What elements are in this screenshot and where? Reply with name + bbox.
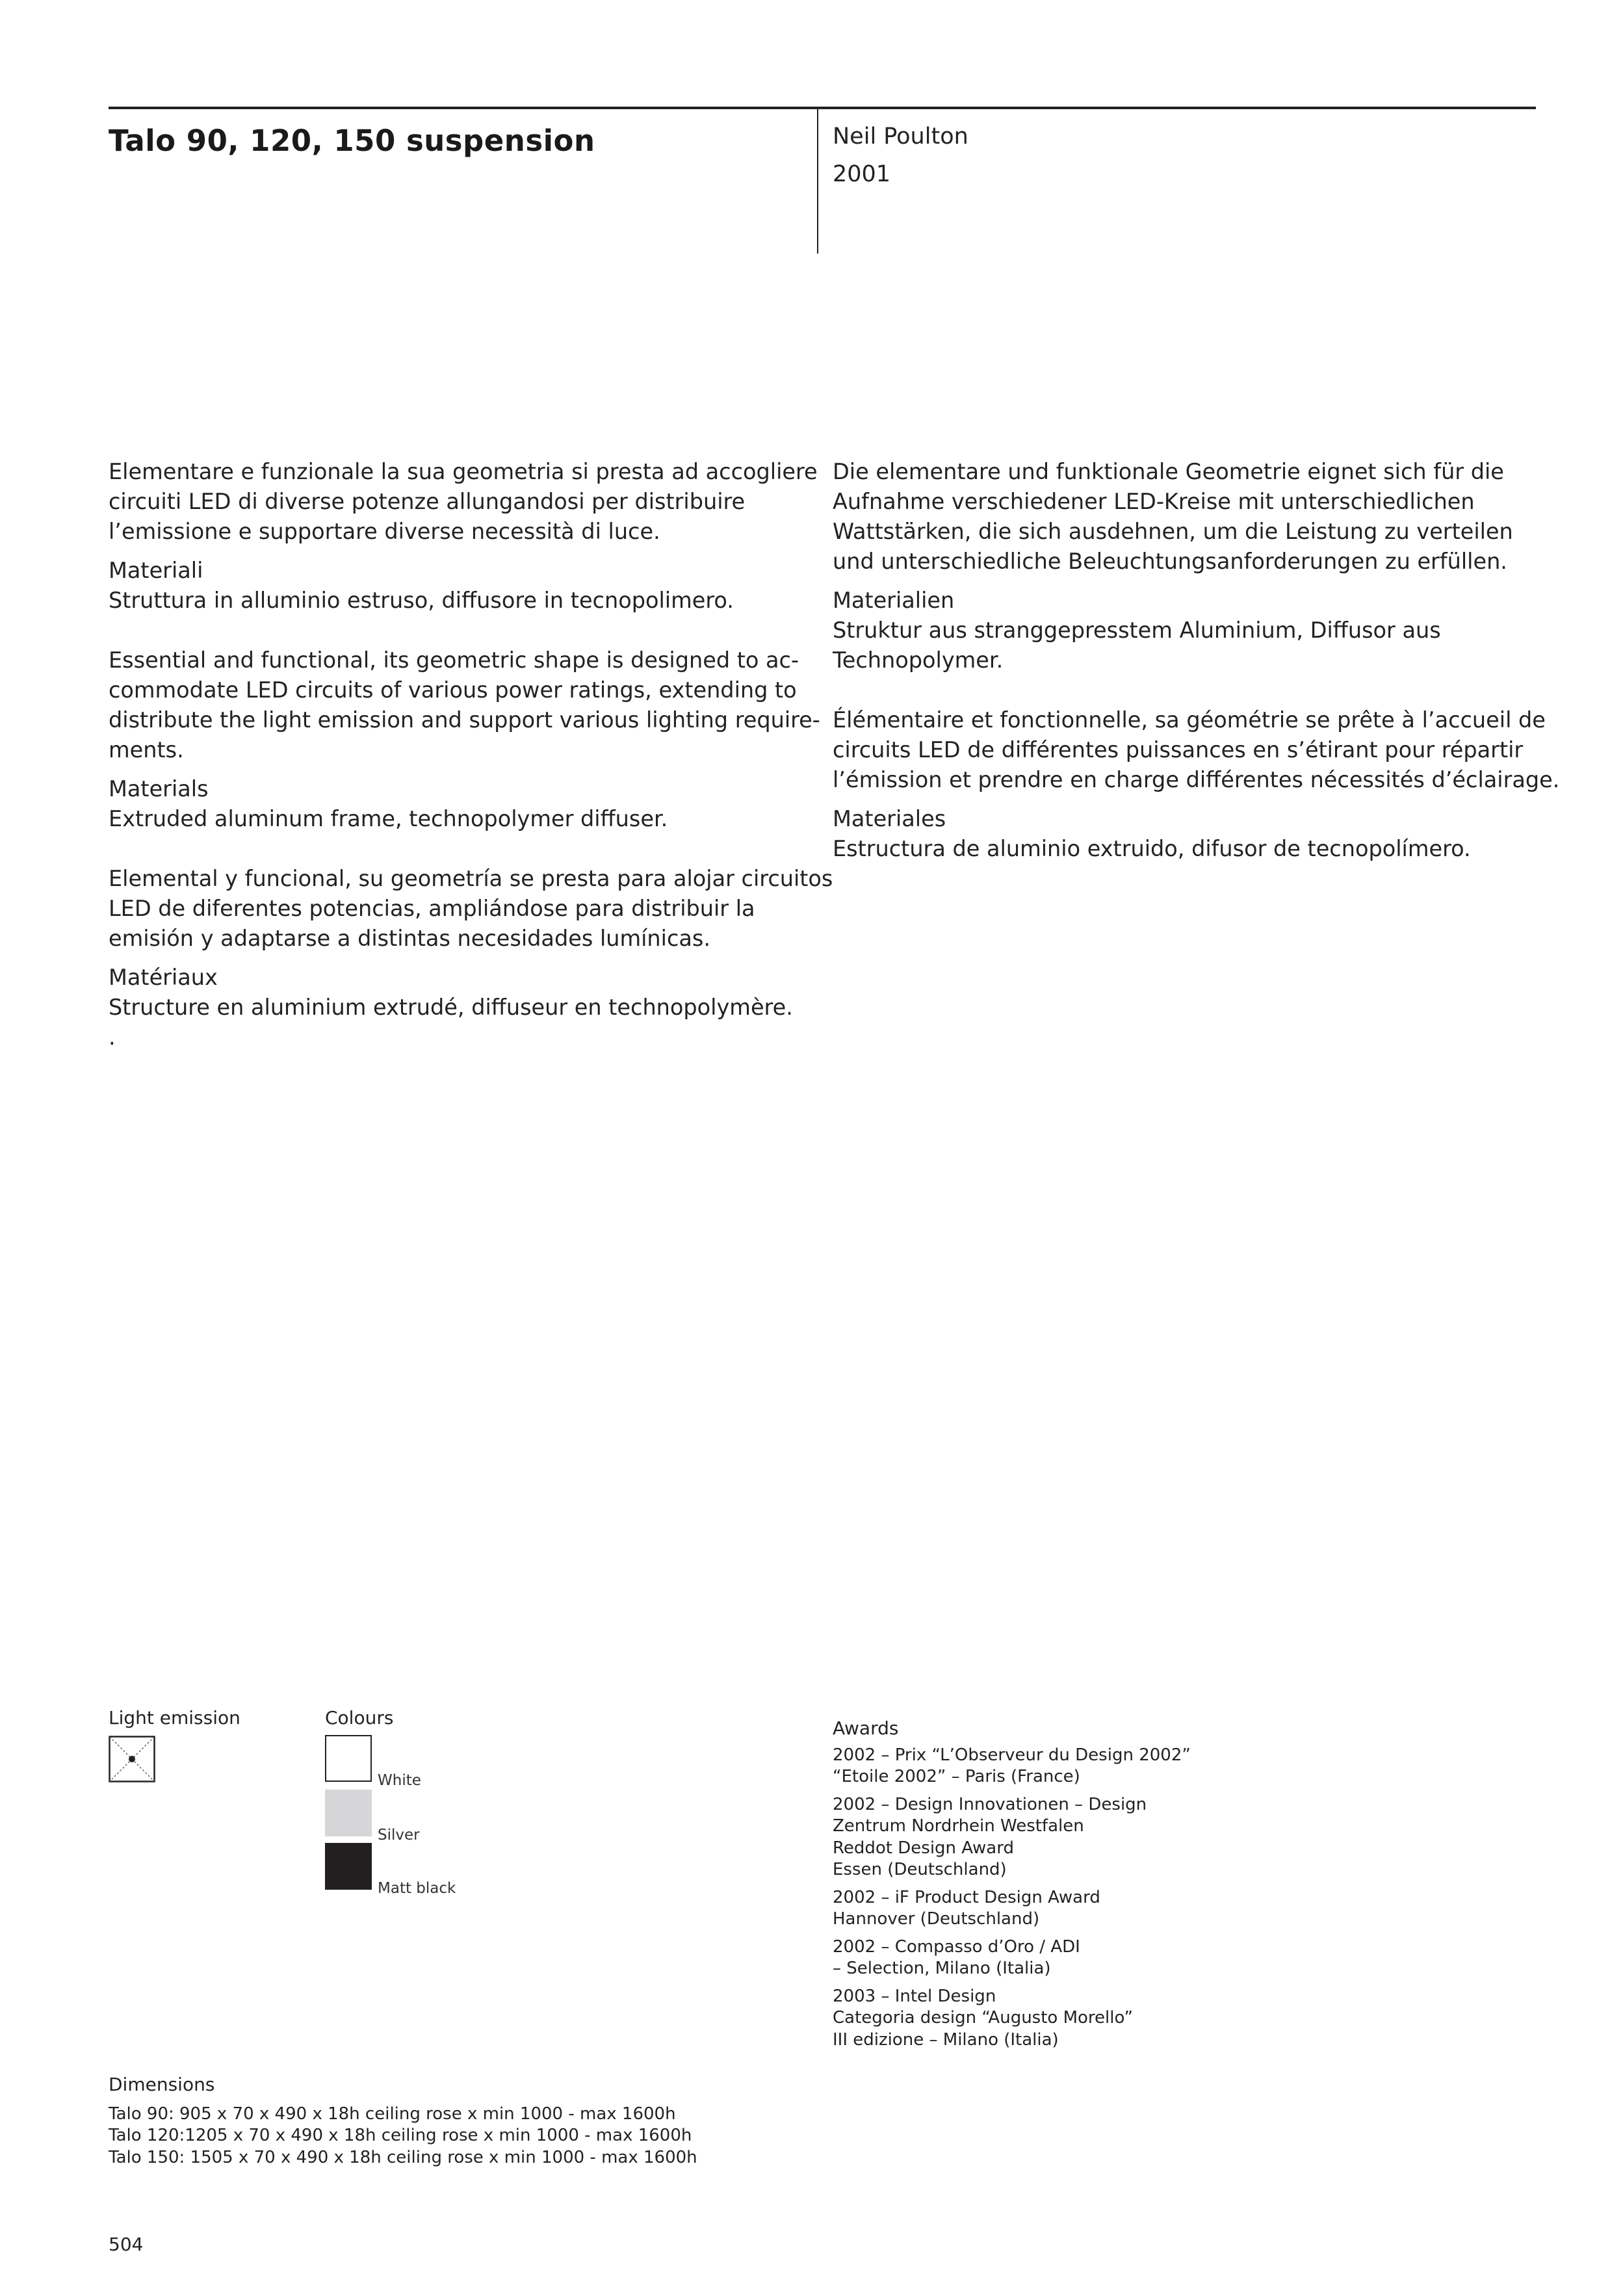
materials-heading-en: Materials	[109, 776, 209, 802]
dimension-line: Talo 90: 905 x 70 x 490 x 18h ceiling rose x min 1000 - max 1600h	[109, 2104, 676, 2124]
dimensions-section	[109, 2074, 697, 2169]
colour-name-matt-black: Matt black	[378, 1880, 456, 1897]
award-entry: 2002 – iF Product Design Award Hannover (Deutschland)	[833, 1887, 1100, 1929]
page-title: Talo 90, 120, 150 suspension	[109, 124, 595, 158]
awards-section	[833, 1717, 1288, 2057]
design-year: 2001	[833, 161, 891, 187]
colour-swatch-silver	[325, 1790, 372, 1836]
header-rule	[109, 107, 1536, 109]
header-divider	[817, 108, 818, 254]
colour-name-white: White	[378, 1772, 421, 1789]
italian-paragraph: Elementare e funzionale la sua geometria si presta ad accogliere circuiti LED di diverse potenze allungandosi per distribuire l’emissione e supportare diverse necessità di luce.	[109, 459, 818, 544]
trailing-dot: .	[109, 1024, 116, 1050]
designer-name: Neil Poulton	[833, 124, 968, 150]
colour-swatch-matt-black	[325, 1843, 372, 1890]
colour-name-silver: Silver	[378, 1827, 420, 1844]
materials-heading-de: Materialien	[833, 588, 955, 613]
materials-text-en: Extruded aluminum frame, technopolymer diffuser.	[109, 806, 668, 831]
description-left-column	[109, 457, 833, 1052]
colours-label: Colours	[325, 1707, 394, 1729]
materials-heading-it: Materiali	[109, 558, 203, 583]
materials-heading-fr: Materiales	[833, 806, 946, 831]
materials-text-de: Struktur aus stranggepresstem Aluminium, Diffusor aus Technopolymer.	[833, 618, 1441, 673]
dimension-line: Talo 150: 1505 x 70 x 490 x 18h ceiling rose x min 1000 - max 1600h	[109, 2147, 697, 2167]
dimension-line: Talo 120:1205 x 70 x 490 x 18h ceiling rose x min 1000 - max 1600h	[109, 2126, 692, 2145]
materials-text-es: Structure en aluminium extrudé, diffuseur en technopolymère.	[109, 995, 793, 1020]
materials-heading-es: Matériaux	[109, 965, 218, 990]
french-paragraph: Élémentaire et fonctionnelle, sa géométrie se prête à l’accueil de circuits LED de différentes puissances en s’étirant pour répartir l’émission et prendre en charge différentes nécessités d’éclairage.	[833, 707, 1560, 792]
description-right-column	[833, 457, 1560, 864]
spanish-paragraph: Elemental y funcional, su geometría se presta para alojar circuitos LED de diferentes potencias, ampliándose para distribuir la emisión y adaptarse a distintas necesidades lumínicas.	[109, 866, 833, 951]
colour-swatch-white	[325, 1735, 372, 1782]
light-emission-label: Light emission	[109, 1707, 240, 1729]
award-entry: 2002 – Compasso d’Oro / ADI – Selection, Milano (Italia)	[833, 1937, 1080, 1978]
materials-text-fr: Estructura de aluminio extruido, difusor de tecnopolímero.	[833, 836, 1471, 861]
materials-text-it: Struttura in alluminio estruso, diffusore in tecnopolimero.	[109, 588, 734, 613]
dimensions-label: Dimensions	[109, 2074, 215, 2095]
english-paragraph: Essential and functional, its geometric shape is designed to ac- commodate LED circuits of various power ratings, extending to distribute the light emission and support various lighting require- ments.	[109, 647, 820, 763]
award-entry: 2002 – Prix “L’Observeur du Design 2002” “Etoile 2002” – Paris (France)	[833, 1745, 1191, 1786]
award-entry: 2003 – Intel Design Categoria design “Augusto Morello” III edizione – Milano (Italia)	[833, 1986, 1133, 2050]
downlight-emission-icon	[109, 1736, 155, 1782]
german-paragraph: Die elementare und funktionale Geometrie eignet sich für die Aufnahme verschiedener LED-Kreise mit unterschiedlichen Wattstärken, die sich ausdehnen, um die Leistung zu verteilen und unterschiedliche Beleuchtungsanforderungen zu erfüllen.	[833, 459, 1513, 574]
page-number: 504	[109, 2234, 144, 2255]
award-entry: 2002 – Design Innovationen – Design Zentrum Nordrhein Westfalen Reddot Design Award Essen (Deutschland)	[833, 1794, 1147, 1879]
awards-label: Awards	[833, 1717, 899, 1739]
